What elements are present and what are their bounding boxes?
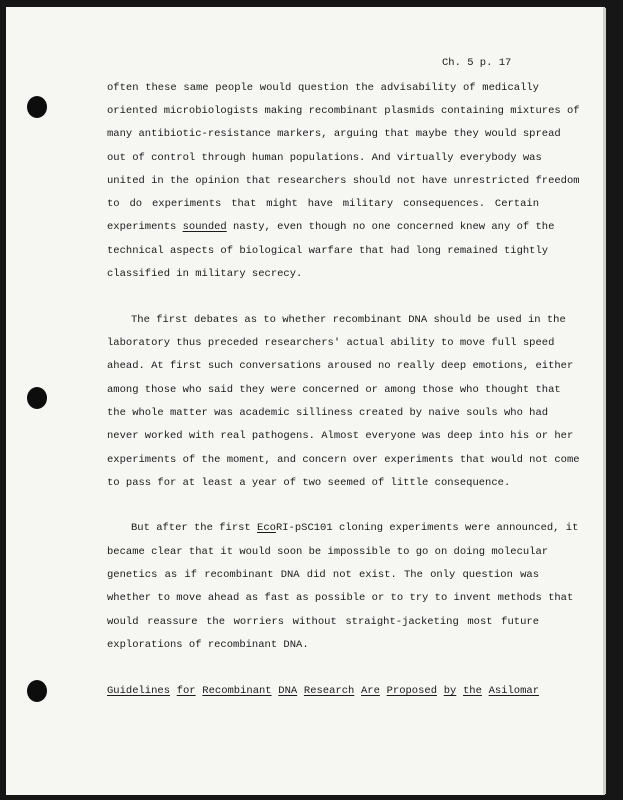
text-line: ahead. At first such conversations aroused no really deep emotions, either	[107, 360, 574, 372]
text-line: often these same people would question the advisability of medically	[107, 82, 539, 94]
text-line: to pass for at least a year of two seemed of little consequence.	[107, 477, 511, 489]
section-heading: Guidelines for Recombinant DNA Research Are Proposed by the Asilomar	[107, 685, 540, 697]
text-line: laboratory thus preceded researchers' actual ability to move full speed	[107, 337, 555, 349]
text-line: oriented microbiologists making recombinant plasmids containing mixtures of	[107, 105, 580, 117]
text-line: to do experiments that might have military consequences. Certain	[107, 198, 539, 210]
underlined-word: Eco	[257, 522, 276, 534]
text-line: never worked with real pathogens. Almost everyone was deep into his or her	[107, 430, 574, 442]
underlined-word: sounded	[182, 221, 227, 233]
text-line: the whole matter was academic silliness created by naive souls who had	[107, 407, 549, 419]
text-line: many antibiotic-resistance markers, arguing that maybe they would spread	[107, 128, 561, 140]
text-line: experiments of the moment, and concern over experiments that would not come	[107, 454, 580, 466]
punch-hole-bottom	[27, 680, 47, 702]
punch-hole-middle	[27, 387, 47, 409]
text-line-indented: The first debates as to whether recombinant DNA should be used in the	[131, 314, 566, 326]
text-line: became clear that it would soon be impossible to go on doing molecular	[107, 546, 549, 558]
text-line: technical aspects of biological warfare that had long remained tightly	[107, 245, 549, 257]
text-line: would reassure the worriers without straight-jacketing most future	[107, 616, 539, 628]
text-line: classified in military secrecy.	[107, 268, 303, 280]
text-line-indented-with-underline: But after the first EcoRI-pSC101 cloning experiments were announced, it	[131, 522, 579, 534]
text-line: whether to move ahead as fast as possible or to try to invent methods that	[107, 592, 574, 604]
text-line: united in the opinion that researchers should not have unrestricted freedom	[107, 175, 580, 187]
text-line: explorations of recombinant DNA.	[107, 639, 309, 651]
document-page	[6, 7, 603, 795]
text-line: out of control through human populations. And virtually everybody was	[107, 152, 542, 164]
text-line: genetics as if recombinant DNA did not exist. The only question was	[107, 569, 539, 581]
page-number: Ch. 5 p. 17	[442, 57, 512, 69]
punch-hole-top	[27, 96, 47, 118]
text-line: among those who said they were concerned or among those who thought that	[107, 384, 561, 396]
text-line-with-underline: experiments sounded nasty, even though no one concerned knew any of the	[107, 221, 555, 233]
page-edge	[603, 8, 606, 794]
